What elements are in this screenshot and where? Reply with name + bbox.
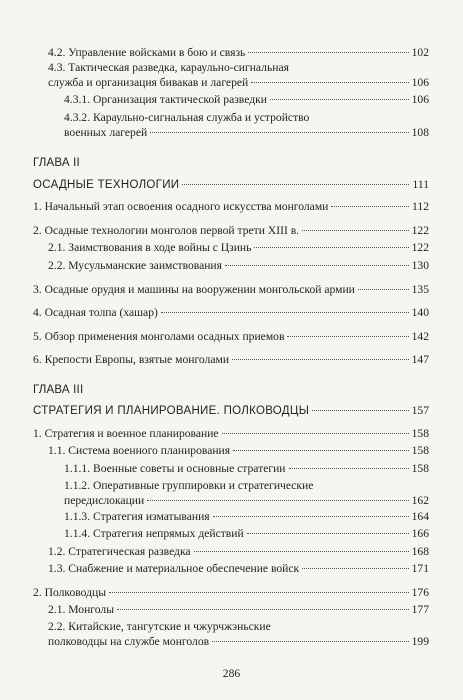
- entry-page: 112: [412, 200, 429, 213]
- toc-entry: [48, 258, 429, 273]
- toc-entry: [33, 426, 429, 441]
- entry-title: 2.2. Китайские, тангутские и чжурчжэньские: [48, 620, 271, 633]
- dot-leader: [251, 82, 408, 83]
- entry-page: 142: [411, 330, 429, 343]
- dot-leader: [302, 568, 408, 569]
- entry-page: 158: [411, 427, 429, 440]
- entry-title: 1. Стратегия и военное планирование: [33, 427, 219, 440]
- toc-entry: [64, 110, 429, 140]
- entry-page: 168: [411, 545, 429, 558]
- dot-leader: [213, 516, 409, 517]
- entry-page: 158: [411, 462, 429, 475]
- entry-title: 2. Осадные технологии монголов первой трети XIII в.: [33, 224, 300, 237]
- entry-title: 2.2. Мусульманские заимствования: [48, 259, 222, 272]
- entry-page: 147: [411, 353, 429, 366]
- dot-leader: [302, 230, 409, 231]
- dot-leader: [182, 184, 409, 185]
- entry-title: 1.3. Снабжение и материальное обеспечение войск: [48, 562, 300, 575]
- entry-title: 1.1.4. Стратегия непрямых действий: [64, 527, 244, 540]
- dot-leader: [358, 289, 409, 290]
- chapter-label: ГЛАВА III: [33, 384, 84, 396]
- dot-leader: [289, 468, 409, 469]
- entry-page: 164: [411, 510, 429, 523]
- dot-leader: [147, 500, 408, 501]
- entry-title-cont: полководцы на службе монголов: [48, 635, 210, 648]
- dot-leader: [222, 433, 409, 434]
- toc-entry: [64, 526, 429, 541]
- toc-entry: [48, 602, 429, 617]
- toc-entry: [48, 45, 429, 60]
- entry-title: 1.1. Система военного планирования: [48, 444, 231, 457]
- toc-entry: [64, 509, 429, 524]
- entry-title: 2. Полководцы: [33, 586, 106, 599]
- toc-entry: [64, 92, 429, 107]
- dot-leader: [225, 265, 409, 266]
- dot-leader: [109, 592, 409, 593]
- dot-leader: [232, 359, 409, 360]
- entry-page: 106: [411, 76, 429, 89]
- toc-entry: [64, 478, 429, 508]
- toc-entry: [64, 461, 429, 476]
- dot-leader: [312, 410, 408, 411]
- entry-title: 1. Начальный этап освоения осадного искусства монголами: [33, 200, 329, 213]
- dot-leader: [150, 132, 408, 133]
- toc-entry: [48, 544, 429, 559]
- entry-page: 108: [411, 126, 429, 139]
- toc-entry: [33, 352, 429, 367]
- entry-page: 158: [411, 444, 429, 457]
- toc-entry: [33, 223, 429, 238]
- page-number: 286: [222, 667, 241, 680]
- toc-entry: [33, 199, 429, 214]
- entry-title: 1.1.3. Стратегия изматывания: [64, 510, 210, 523]
- entry-title: 4.3.1. Организация тактической разведки: [64, 93, 267, 106]
- chapter-label: ГЛАВА II: [33, 157, 80, 169]
- entry-title: 1.1.1. Военные советы и основные стратегии: [64, 462, 286, 475]
- toc-entry: [48, 619, 429, 649]
- chapter-heading: [33, 177, 429, 193]
- entry-page: 122: [411, 241, 429, 254]
- entry-title: 4.3. Тактическая разведка, караульно-сигнальная: [48, 61, 289, 74]
- entry-title-cont: военных лагерей: [64, 126, 148, 139]
- dot-leader: [233, 450, 409, 451]
- toc-entry: [33, 329, 429, 344]
- dot-leader: [331, 206, 409, 207]
- toc-entry: [33, 585, 429, 600]
- entry-title: 4. Осадная толпа (хашар): [33, 306, 158, 319]
- entry-title: 6. Крепости Европы, взятые монголами: [33, 353, 230, 366]
- dot-leader: [247, 533, 409, 534]
- entry-page: 199: [411, 635, 429, 648]
- dot-leader: [287, 336, 408, 337]
- toc-entry: [48, 561, 429, 576]
- toc-entry: [48, 443, 429, 458]
- entry-page: 135: [411, 283, 429, 296]
- entry-page: 162: [411, 494, 429, 507]
- entry-title: 2.1. Заимствования в ходе войны с Цзинь: [48, 241, 252, 254]
- dot-leader: [212, 641, 409, 642]
- dot-leader: [270, 99, 409, 100]
- dot-leader: [248, 52, 408, 53]
- chapter-heading: [33, 403, 429, 419]
- entry-page: 130: [411, 259, 429, 272]
- chapter-page: 111: [412, 178, 429, 191]
- entry-page: 122: [411, 224, 429, 237]
- toc-entry: [33, 282, 429, 297]
- entry-page: 166: [411, 527, 429, 540]
- chapter-page: 157: [411, 404, 429, 417]
- entry-title-cont: передислокации: [64, 494, 145, 507]
- chapter-title: ОСАДНЫЕ ТЕХНОЛОГИИ: [33, 179, 180, 191]
- dot-leader: [117, 609, 409, 610]
- entry-title-cont: служба и организация бивакав и лагерей: [48, 76, 249, 89]
- dot-leader: [194, 551, 409, 552]
- entry-page: 140: [411, 306, 429, 319]
- entry-title: 5. Обзор применения монголами осадных приемов: [33, 330, 285, 343]
- entry-title: 3. Осадные орудия и машины на вооружении монгольской армии: [33, 283, 355, 296]
- entry-title: 2.1. Монголы: [48, 603, 114, 616]
- dot-leader: [161, 312, 409, 313]
- entry-page: 171: [411, 562, 429, 575]
- entry-page: 176: [411, 586, 429, 599]
- entry-title: 1.2. Стратегическая разведка: [48, 545, 191, 558]
- entry-title: 1.1.2. Оперативные группировки и стратегические: [64, 479, 314, 492]
- entry-page: 106: [411, 93, 429, 106]
- entry-page: 102: [411, 46, 429, 59]
- entry-page: 177: [411, 603, 429, 616]
- toc-entry: [48, 60, 429, 90]
- toc-entry: [48, 240, 429, 255]
- toc-entry: [33, 305, 429, 320]
- entry-title: 4.2. Управление войсками в бою и связь: [48, 46, 246, 59]
- chapter-title: СТРАТЕГИЯ И ПЛАНИРОВАНИЕ. ПОЛКОВОДЦЫ: [33, 405, 310, 417]
- dot-leader: [254, 247, 408, 248]
- entry-title: 4.3.2. Караульно-сигнальная служба и устройство: [64, 111, 310, 124]
